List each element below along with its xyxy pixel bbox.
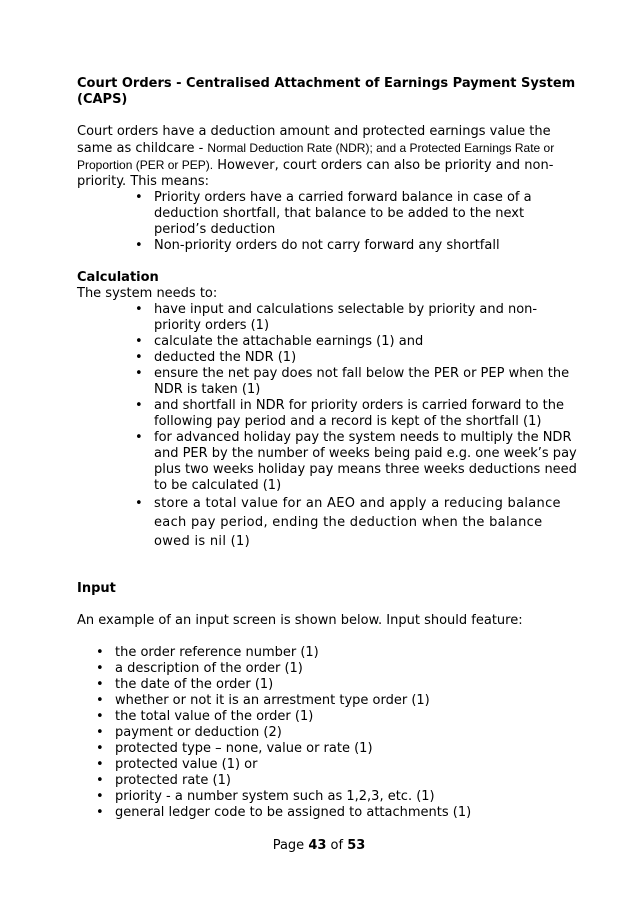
page-number: 43 bbox=[308, 838, 327, 853]
list-item: • the order reference number (1) bbox=[77, 645, 577, 661]
list-item: • whether or not it is an arrestment type order (1) bbox=[77, 693, 577, 709]
list-item: • a description of the order (1) bbox=[77, 661, 577, 677]
caps-paragraph-part3: However, court orders can also be priority and non-priority. This means: bbox=[77, 158, 554, 189]
of-label: of bbox=[330, 838, 344, 853]
list-item: • the date of the order (1) bbox=[77, 677, 577, 693]
list-item: • deducted the NDR (1) bbox=[77, 350, 577, 366]
list-item: • the total value of the order (1) bbox=[77, 709, 577, 725]
list-item: • protected value (1) or bbox=[77, 757, 577, 773]
caps-paragraph-part2: Normal Deduction Rate (NDR); and a Protected Earnings Rate or Proportion (PER or PEP). bbox=[77, 141, 555, 172]
list-item: • ensure the net pay does not fall below the PER or PEP when the NDR is taken (1) bbox=[77, 366, 577, 398]
calculation-heading: Calculation bbox=[77, 270, 159, 285]
section-heading-caps: Court Orders - Centralised Attachment of Earnings Payment System (CAPS) bbox=[77, 76, 576, 107]
input-intro: An example of an input screen is shown below. Input should feature: bbox=[77, 613, 523, 628]
calculation-bullet-list-last bbox=[77, 494, 577, 551]
total-pages: 53 bbox=[347, 838, 366, 853]
list-item: • Non-priority orders do not carry forward any shortfall bbox=[77, 238, 577, 254]
caps-paragraph-part1: Court orders have a deduction amount and protected earnings value the same as childcare - bbox=[77, 124, 551, 156]
list-item: • priority - a number system such as 1,2,3, etc. (1) bbox=[77, 789, 577, 805]
input-heading: Input bbox=[77, 581, 116, 596]
list-item: • store a total value for an AEO and apply a reducing balance each pay period, ending the deduction when the balance owed is nil (1) bbox=[77, 494, 577, 551]
input-bullet-list bbox=[77, 645, 577, 821]
list-item: • protected rate (1) bbox=[77, 773, 577, 789]
list-item: • calculate the attachable earnings (1) and bbox=[77, 334, 577, 350]
caps-bullet-list bbox=[77, 190, 577, 254]
list-item: • general ledger code to be assigned to attachments (1) bbox=[77, 805, 577, 821]
page-footer bbox=[0, 838, 638, 854]
list-item: • and shortfall in NDR for priority orders is carried forward to the following pay period and a record is kept of the shortfall (1) bbox=[77, 398, 577, 430]
document-page bbox=[77, 76, 577, 821]
page-label: Page bbox=[272, 838, 305, 853]
list-item: • Priority orders have a carried forward balance in case of a deduction shortfall, that balance to be added to the next period’s deduction bbox=[77, 190, 577, 238]
calculation-bullet-list bbox=[77, 302, 577, 494]
list-item: • protected type – none, value or rate (1) bbox=[77, 741, 577, 757]
list-item: • have input and calculations selectable by priority and non-priority orders (1) bbox=[77, 302, 577, 334]
list-item: • for advanced holiday pay the system needs to multiply the NDR and PER by the number of weeks being paid e.g. one week’s pay plus two weeks holiday pay means three weeks deductions need to be calculated (1) bbox=[77, 430, 577, 494]
list-item: • payment or deduction (2) bbox=[77, 725, 577, 741]
calculation-intro: The system needs to: bbox=[77, 286, 218, 301]
caps-paragraph bbox=[77, 124, 577, 190]
